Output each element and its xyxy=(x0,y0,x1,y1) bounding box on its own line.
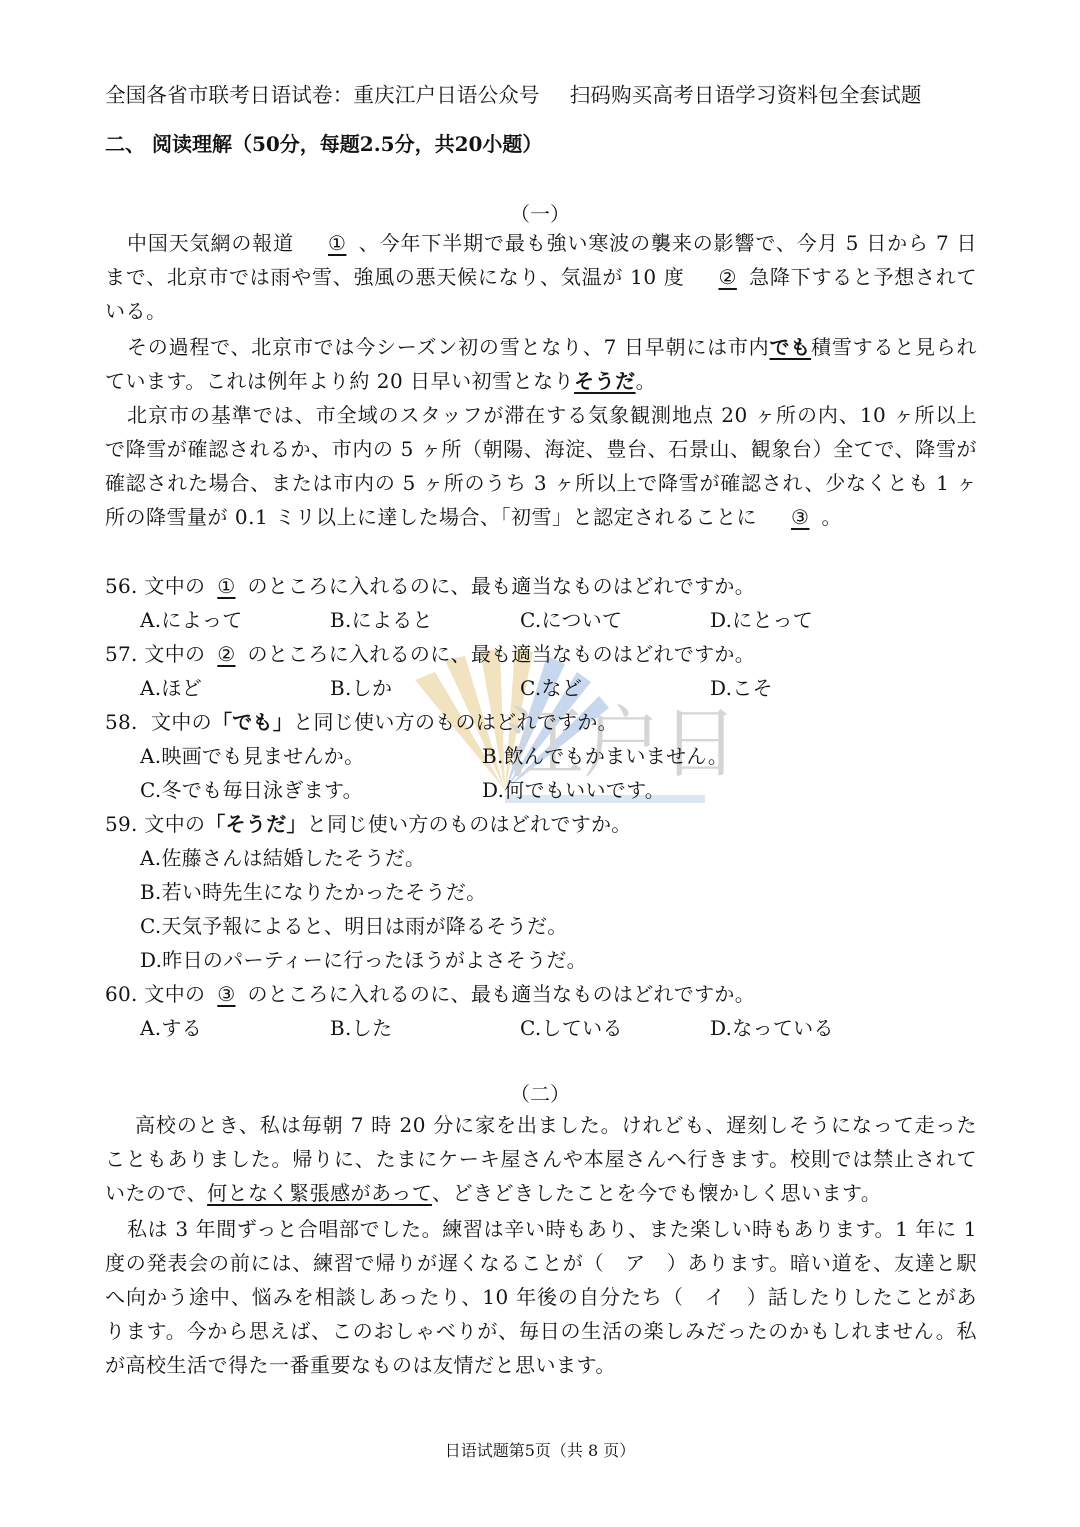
header-right: 扫码购买高考日语学习资料包全套试题 xyxy=(569,83,922,107)
question-number: 57. xyxy=(105,642,138,666)
question-text: 文中の xyxy=(144,574,206,598)
passage1-paragraph2 xyxy=(105,330,977,398)
q58-option-c: C.冬でも毎日泳ぎます。 xyxy=(140,778,363,802)
p1-text-b: 、今年下半期で最も強い寒波の襲来の影響で、今月 5 日から 7 日まで、北京市では雨や雪、強風の悪天候になり、気温が 10 度 xyxy=(105,231,978,289)
question-text: のところに入れるのに、最も適当なものはどれですか。 xyxy=(247,982,756,1006)
question-text: 文中の xyxy=(151,710,212,734)
p2-1-text-a: 高校のとき、私は毎朝 7 時 20 分に家を出ました。けれども、遅刻しそうになって走ったこともありました。帰りに、たまにケーキ屋さんや本屋さんへ行きます。校則では禁止されていたので、 xyxy=(105,1113,977,1205)
q56-option-b: B.によると xyxy=(330,608,433,632)
emphasis-demo: でも xyxy=(769,335,812,359)
page-header xyxy=(105,78,985,108)
question-quoted: 「そうだ」 xyxy=(205,812,307,836)
question-text: と同じ使い方のものはどれですか。 xyxy=(306,812,632,836)
p3-text-a: 北京市の基準では、市全域のスタッフが滞在する気象観測地点 20 ヶ所の内、10 ヶ所以上で降雪が確認されるか、市内の 5 ヶ所（朝陽、海淀、豊台、石景山、観象台）全てで、降雪が確認された場合、または市内の 5 ヶ所のうち 3 ヶ所以上で降雪が確認され、少なくとも 1 ヶ所の降雪量が 0.1 ミリ以上に達した場合、「初雪」と認定されることに xyxy=(105,403,977,529)
question-number: 60. xyxy=(105,982,138,1006)
q57-option-a: A.ほど xyxy=(140,676,203,700)
question-text: 文中の xyxy=(144,982,206,1006)
question-57 xyxy=(105,638,985,667)
blank-3: ③ xyxy=(791,505,810,529)
question-blank: ① xyxy=(217,574,236,598)
q59-option-c: C.天気予報によると、明日は雨が降るそうだ。 xyxy=(140,914,568,938)
blank-2: ② xyxy=(718,265,737,289)
p1-text-a: 中国天気網の報道 xyxy=(127,231,294,255)
p3-text-b: 。 xyxy=(821,505,842,529)
question-text: のところに入れるのに、最も適当なものはどれですか。 xyxy=(247,642,756,666)
page-footer: 日语试题第5页（共 8 页） xyxy=(444,1441,636,1460)
question-text: 文中の xyxy=(144,812,206,836)
header-left: 全国各省市联考日语试卷：重庆江户日语公众号 xyxy=(105,83,540,107)
emphasis-souda: そうだ xyxy=(574,369,636,393)
blank-1: ① xyxy=(328,231,347,255)
question-quoted: 「でも」 xyxy=(211,710,294,734)
q58-option-b: B.飲んでもかまいません。 xyxy=(482,744,729,768)
q60-option-b: B.した xyxy=(330,1016,393,1040)
question-number: 56. xyxy=(105,574,138,598)
q56-option-d: D.にとって xyxy=(710,608,814,632)
p2-text-b: 積雪すると見られています。これは例年より約 20 日早い初雪となり xyxy=(105,335,978,393)
q57-option-c: C.など xyxy=(520,676,583,700)
question-text: のところに入れるのに、最も適当なものはどれですか。 xyxy=(247,574,756,598)
passage1-label: （一） xyxy=(510,202,570,226)
question-59 xyxy=(105,808,985,837)
question-number: 59. xyxy=(105,812,138,836)
q58-option-d: D.何でもいいです。 xyxy=(482,778,666,802)
question-number: 58. xyxy=(105,710,138,734)
p2-text-c: 。 xyxy=(635,369,657,393)
q60-option-c: C.している xyxy=(520,1016,623,1040)
q57-option-d: D.こそ xyxy=(710,676,773,700)
watermark-text: 江户日 xyxy=(505,699,735,789)
passage2-paragraph2 xyxy=(105,1212,977,1382)
q57-option-b: B.しか xyxy=(330,676,393,700)
question-text: と同じ使い方のものはどれですか。 xyxy=(293,710,618,734)
q60-option-a: A.する xyxy=(140,1016,203,1040)
section-title: 二、 阅读理解（50分，每题2.5分，共20小题） xyxy=(105,132,543,156)
p2-1-text-b: 、どきどきしたことを今でも懐かしく思います。 xyxy=(432,1181,882,1205)
passage1-paragraph1 xyxy=(105,226,977,328)
passage2-paragraph1 xyxy=(105,1108,977,1210)
q59-option-a: A.佐藤さんは結婚したそうだ。 xyxy=(140,846,426,870)
q56-option-c: C.について xyxy=(520,608,623,632)
question-56 xyxy=(105,570,985,599)
p2-text-a: その過程で、北京市では今シーズン初の雪となり、7 日早朝には市内 xyxy=(127,335,770,359)
p2-2-text-a: 私は 3 年間ずっと合唱部でした。練習は辛い時もあり、また楽しい時もあります。1 年に 1 度の発表会の前には、練習で帰りが遅くなることが（ ア ）あります。暗い道を、友達と駅へ向かう途中、悩みを相談しあったり、10 年後の自分たち（ イ ）話したりしたことがあります。今から思えば、このおしゃべりが、毎日の生活の楽しみだったのかもしれません。私が高校生活で得た一番重要なものは友情だと思います。 xyxy=(105,1217,977,1377)
q59-option-d: D.昨日のパーティーに行ったほうがよさそうだ。 xyxy=(140,948,587,972)
question-blank: ③ xyxy=(217,982,236,1006)
underlined-phrase: 何となく緊張感があって xyxy=(207,1181,433,1205)
q58-option-a: A.映画でも見ませんか。 xyxy=(140,744,365,768)
question-60 xyxy=(105,978,985,1007)
q60-option-d: D.なっている xyxy=(710,1016,834,1040)
q59-option-b: B.若い時先生になりたかったそうだ。 xyxy=(140,880,487,904)
question-blank: ② xyxy=(217,642,236,666)
passage2-label: （二） xyxy=(510,1082,570,1106)
passage1-paragraph3 xyxy=(105,398,977,534)
question-58 xyxy=(105,706,985,735)
p1-text-c: 急降下すると予想されている。 xyxy=(105,265,978,323)
q56-option-a: A.によって xyxy=(140,608,243,632)
question-text: 文中の xyxy=(144,642,206,666)
